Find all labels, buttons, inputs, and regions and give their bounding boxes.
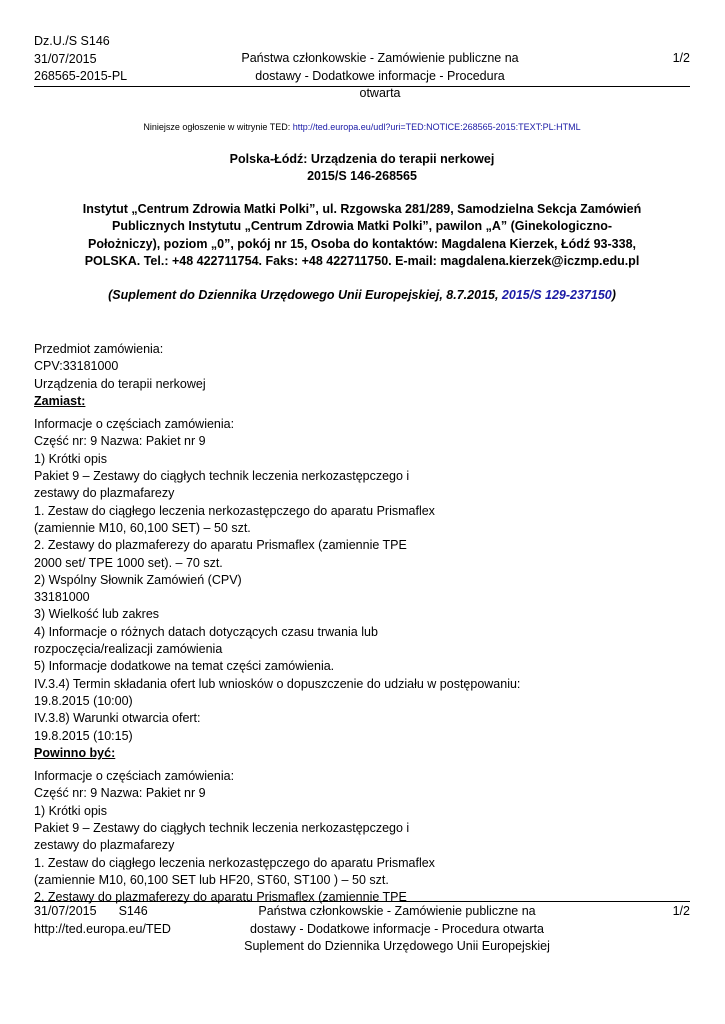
text-line: IV.3.4) Termin składania ofert lub wniosków o dopuszczenie do udziału w postępowaniu:: [34, 676, 521, 691]
ted-notice: [34, 122, 690, 132]
header-journal-ref: Dz.U./S S146: [34, 34, 110, 48]
text-line: 5) Informacje dodatkowe na temat części zamówienia.: [34, 659, 335, 674]
should-be-section: [34, 768, 690, 906]
header-page-number: 1/2: [672, 51, 690, 65]
should-be-heading: Powinno być:: [34, 745, 116, 760]
text-line: 1) Krótki opis: [34, 803, 107, 818]
text-line: 2000 set/ TPE 1000 set). – 70 szt.: [34, 555, 223, 570]
header-rule: [34, 86, 690, 87]
contracting-authority: [80, 201, 644, 270]
text-line: 2. Zestawy do plazmaferezy do aparatu Prismaflex (zamiennie TPE: [34, 538, 407, 553]
header-center-line: Państwa członkowskie - Zamówienie publiczne na: [241, 51, 519, 65]
text-line: zestawy do plazmafarezy: [34, 486, 175, 501]
authority-line: POLSKA. Tel.: +48 422711754. Faks: +48 422711750. E-mail: magdalena.kierzek@iczmp.edu.pl: [84, 253, 640, 268]
footer-center-line: Państwa członkowskie - Zamówienie publiczne na: [258, 904, 536, 918]
footer-page-number: 1/2: [672, 904, 690, 918]
notice-body: [34, 341, 690, 907]
header-left: [34, 33, 127, 86]
text-line: 19.8.2015 (10:00): [34, 693, 133, 708]
footer-url: http://ted.europa.eu/TED: [34, 921, 171, 936]
footer-center-line: dostawy - Dodatkowe informacje - Procedura otwarta: [250, 921, 544, 936]
supplement-reference: [34, 288, 690, 302]
page-footer: [34, 903, 690, 963]
text-line: Urządzenia do terapii nerkowej: [34, 376, 206, 391]
text-line: 2. Zestawy do plazmaferezy do aparatu Prismaflex (zamiennie TPE: [34, 890, 407, 905]
text-line: 4) Informacje o różnych datach dotyczących czasu trwania lub: [34, 624, 378, 639]
notice-number: 2015/S 146-268565: [307, 169, 417, 183]
text-line: Pakiet 9 – Zestawy do ciągłych technik leczenia nerkozastępczego i: [34, 821, 410, 836]
notice-title-line: Polska-Łódź: Urządzenia do terapii nerkowej: [229, 152, 495, 166]
text-line: 33181000: [34, 590, 90, 605]
text-line: 3) Wielkość lub zakres: [34, 607, 160, 622]
header-center: [240, 50, 520, 103]
footer-rule: [34, 901, 690, 902]
text-line: Pakiet 9 – Zestawy do ciągłych technik leczenia nerkozastępczego i: [34, 469, 410, 484]
text-line: Część nr: 9 Nazwa: Pakiet nr 9: [34, 434, 206, 449]
text-line: zestawy do plazmafarezy: [34, 838, 175, 853]
footer-center: [224, 903, 570, 956]
ted-notice-link[interactable]: http://ted.europa.eu/udl?uri=TED:NOTICE:268565-2015:TEXT:PL:HTML: [292, 122, 581, 132]
instead-section: [34, 416, 690, 745]
text-line: Informacje o częściach zamówienia:: [34, 417, 235, 432]
supplement-ref-link[interactable]: 2015/S 129-237150: [501, 288, 612, 302]
text-line: (zamiennie M10, 60,100 SET) – 50 szt.: [34, 520, 251, 535]
subject-section: [34, 341, 690, 393]
authority-line: Położniczy), poziom „0”, pokój nr 15, Osoba do kontaktów: Magdalena Kierzek, Łódź 93-338,: [87, 236, 637, 251]
text-line: Przedmiot zamówienia:: [34, 342, 164, 356]
text-line: 1) Krótki opis: [34, 451, 107, 466]
authority-line: Instytut „Centrum Zdrowia Matki Polki”, ul. Rzgowska 281/289, Samodzielna Sekcja Zamówień: [82, 202, 642, 216]
authority-line: Publicznych Instytutu „Centrum Zdrowia Matki Polki”, pawilon „A” (Ginekologiczno-: [111, 219, 613, 234]
text-line: 1. Zestaw do ciągłego leczenia nerkozastępczego do aparatu Prismaflex: [34, 503, 435, 518]
notice-title: [34, 151, 690, 185]
footer-center-line: Suplement do Dziennika Urzędowego Unii Europejskiej: [244, 939, 550, 953]
header-notice-id: 268565-2015-PL: [34, 69, 128, 83]
text-line: (zamiennie M10, 60,100 SET lub HF20, ST60, ST100 ) – 50 szt.: [34, 872, 389, 887]
text-line: 1. Zestaw do ciągłego leczenia nerkozastępczego do aparatu Prismaflex: [34, 855, 435, 870]
ted-notice-prefix: Niniejsze ogłoszenie w witrynie TED:: [143, 122, 293, 132]
text-line: Część nr: 9 Nazwa: Pakiet nr 9: [34, 786, 206, 801]
text-line: IV.3.8) Warunki otwarcia ofert:: [34, 711, 201, 726]
supplement-close: ): [611, 288, 616, 302]
text-line: Informacje o częściach zamówienia:: [34, 769, 235, 784]
header-center-line: dostawy - Dodatkowe informacje - Procedura otwarta: [255, 68, 505, 100]
text-line: rozpoczęcia/realizacji zamówienia: [34, 642, 223, 657]
footer-left: [34, 903, 171, 938]
text-line: 19.8.2015 (10:15): [34, 728, 133, 743]
page-header: [34, 33, 690, 100]
text-line: 2) Wspólny Słownik Zamówień (CPV): [34, 572, 242, 587]
footer-date: 31/07/2015: [34, 904, 97, 918]
instead-heading: Zamiast:: [34, 393, 86, 408]
footer-series: S146: [118, 904, 148, 918]
supplement-text: (Suplement do Dziennika Urzędowego Unii Europejskiej, 8.7.2015,: [108, 288, 502, 302]
text-line: CPV:33181000: [34, 359, 119, 374]
header-date: 31/07/2015: [34, 51, 97, 66]
